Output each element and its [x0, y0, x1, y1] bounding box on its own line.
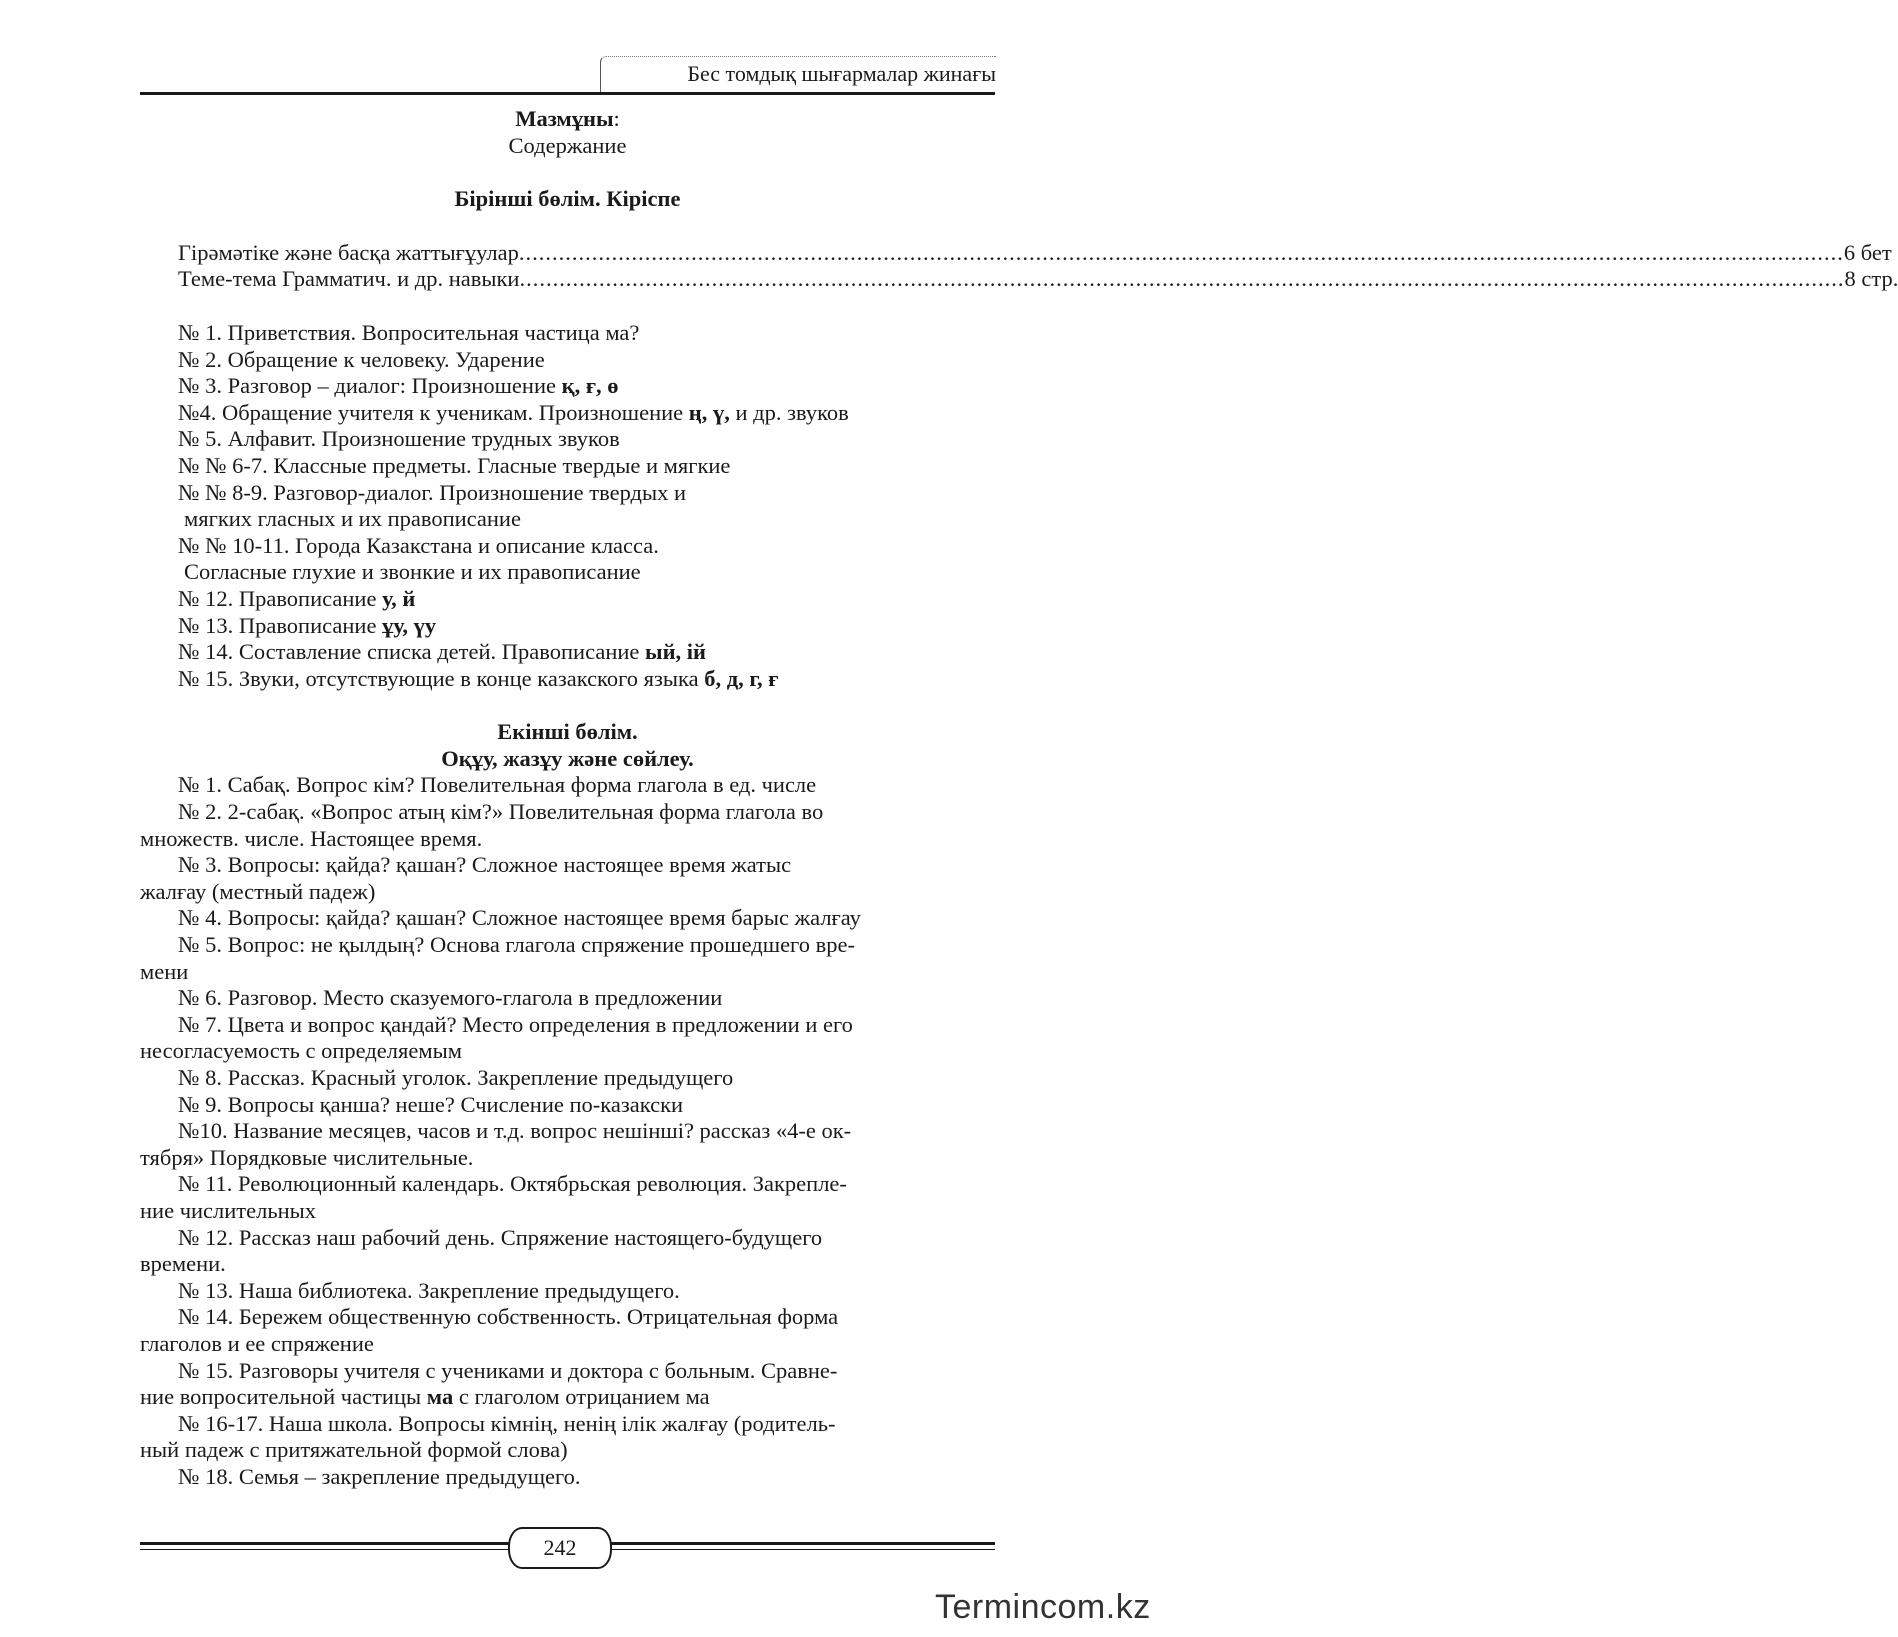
list-item — [140, 613, 995, 640]
list-item — [140, 1118, 995, 1145]
toc-entry — [140, 239, 1892, 267]
line-text: № 14. Бережем общественную собственность. Отрицательная форма — [178, 1304, 839, 1330]
line-text: № 5. Вопрос: не қылдың? Основа глагола спряжение прошедшего вре- — [178, 932, 855, 958]
line-text: № 8. Рассказ. Красный уголок. Закрепление предыдущего — [178, 1065, 734, 1090]
contents-title — [140, 106, 995, 133]
line-text: № 4. Вопросы: қайда? қашан? Сложное настоящее время барыс жалғау — [178, 905, 861, 931]
toc-entry — [140, 266, 1898, 293]
list-item — [140, 1225, 995, 1252]
line-text: № 14. Составление списка детей. Правописание — [178, 639, 646, 665]
list-item-continuation — [140, 1384, 995, 1411]
line-text: несогласуемость с определяемым — [140, 1038, 462, 1064]
list-item — [140, 1092, 995, 1119]
page-content — [140, 106, 1898, 1491]
list-item — [140, 506, 995, 533]
list-item — [140, 799, 995, 826]
toc-page: 6 бет — [1843, 239, 1892, 265]
list-item — [140, 639, 995, 666]
list-item-continuation — [140, 826, 995, 853]
list-item — [140, 320, 995, 347]
list-item-continuation — [140, 1145, 995, 1172]
line-text: мягких гласных и их правописание — [184, 506, 521, 532]
list-item-continuation — [140, 879, 995, 906]
title-text: Мазмұны — [515, 106, 614, 131]
line-text: множеств. числе. Настоящее время. — [140, 825, 483, 851]
line-text: тября» Порядковые числительные. — [140, 1144, 474, 1170]
list-item — [140, 453, 995, 480]
list-item — [140, 1411, 995, 1438]
line-text: мени — [140, 958, 189, 984]
page-number: 242 — [508, 1527, 612, 1569]
spacer — [140, 159, 995, 186]
part2-item-list — [140, 772, 995, 1490]
line-text: № № 8-9. Разговор-диалог. Произношение твердых и — [178, 479, 687, 505]
running-head-text: Бес томдық шығармалар жинағы — [687, 61, 996, 86]
line-text: глаголов и ее спряжение — [140, 1330, 374, 1356]
contents-subtitle: Содержание — [508, 132, 627, 158]
line-text: № 15. Звуки, отсутствующие в конце казакского языка — [178, 665, 705, 691]
line-text: № 7. Цвета и вопрос қандай? Место определения в предложении и его — [178, 1011, 853, 1037]
list-item — [140, 666, 995, 693]
list-item — [140, 1012, 995, 1039]
toc-dot-leader: ........................................................................................................................................................................................................ — [518, 239, 1844, 265]
line-bold-text: б, д, г, ғ — [704, 665, 779, 691]
header-rule — [140, 92, 995, 95]
list-item — [140, 1358, 995, 1385]
list-item-continuation — [140, 1251, 995, 1278]
line-text: № 9. Вопросы қанша? неше? Счисление по-казакски — [178, 1091, 684, 1117]
line-text: № 12. Рассказ наш рабочий день. Спряжение настоящего-будущего — [178, 1224, 823, 1250]
watermark-logo: Termincom.kz — [935, 1588, 1151, 1626]
line-text: №4. Обращение учителя к ученикам. Произношение — [178, 399, 689, 425]
list-item — [140, 852, 995, 879]
line-text: № 11. Революционный календарь. Октябрьская революция. Закрепле- — [178, 1171, 847, 1197]
line-text: № 2. 2-сабақ. «Вопрос атың кім?» Повелительная форма глагола во — [178, 799, 824, 825]
spacer — [140, 692, 995, 719]
list-item-continuation — [140, 1437, 995, 1464]
list-item — [140, 932, 995, 959]
running-head — [600, 56, 996, 93]
toc-dot-leader: ........................................................................................................................................................................................................ — [519, 266, 1845, 292]
spacer — [140, 293, 995, 320]
line-text: № 15. Разговоры учителя с учениками и доктора с больным. Сравне- — [178, 1357, 838, 1383]
list-item — [140, 985, 995, 1012]
list-item — [140, 347, 995, 374]
line-bold-text: у, й — [382, 585, 416, 611]
line-text: №10. Название месяцев, часов и т.д. вопрос нешінші? рассказ «4-е ок- — [178, 1118, 852, 1144]
list-item — [140, 1171, 995, 1198]
line-text: времени. — [140, 1251, 226, 1277]
list-item — [140, 905, 995, 932]
part1-heading: Бірінші бөлім. Кіріспе — [454, 186, 681, 212]
list-item — [140, 533, 995, 560]
line-text: № 13. Наша библиотека. Закрепление предыдущего. — [178, 1277, 680, 1303]
list-item — [140, 1278, 995, 1305]
line-text: № 1. Сабақ. Вопрос кім? Повелительная форма глагола в ед. числе — [178, 772, 817, 798]
list-item — [140, 1304, 995, 1331]
list-item — [140, 480, 995, 507]
list-item — [140, 400, 995, 427]
list-item — [140, 1065, 995, 1092]
part2-subheading: Оқұу, жазұу және сөйлеу. — [441, 745, 694, 771]
line-text: жалғау (местный падеж) — [140, 878, 376, 904]
line-text: № 6. Разговор. Место сказуемого-глагола в предложении — [178, 985, 723, 1011]
line-text: № 5. Алфавит. Произношение трудных звуков — [178, 426, 620, 452]
line-text: ние вопросительной частицы — [140, 1384, 427, 1410]
line-text: № 12. Правописание — [178, 585, 383, 611]
list-item — [140, 559, 995, 586]
line-text: № № 10-11. Города Казакстана и описание класса. — [178, 532, 659, 558]
line-bold-text: ма — [426, 1384, 454, 1410]
list-item-continuation — [140, 1198, 995, 1225]
line-text: № 1. Приветствия. Вопросительная частица ма? — [178, 319, 640, 345]
title-colon: : — [613, 106, 620, 131]
line-text: ный падеж с притяжательной формой слова) — [140, 1437, 568, 1463]
line-bold-text: ұу, үу — [382, 612, 437, 638]
line-text: № 16-17. Наша школа. Вопросы кімнің, ненің ілік жалғау (родитель- — [178, 1410, 836, 1436]
list-item-continuation — [140, 1038, 995, 1065]
line-text-tail: и др. звуков — [729, 399, 849, 425]
line-text: № 13. Правописание — [178, 612, 383, 638]
line-bold-text: ң, ү, — [688, 399, 730, 425]
toc-page: 8 стр. — [1844, 266, 1898, 292]
list-item-continuation — [140, 959, 995, 986]
line-text: ние числительных — [140, 1197, 317, 1223]
list-item — [140, 586, 995, 613]
line-text: Согласные глухие и звонкие и их правописание — [184, 559, 641, 585]
line-text: № 2. Обращение к человеку. Ударение — [178, 346, 545, 372]
list-item — [140, 772, 995, 799]
part1-item-list — [140, 320, 995, 692]
line-text-tail: с глаголом отрицанием ма — [453, 1384, 710, 1410]
line-bold-text: ый, ій — [645, 639, 707, 665]
line-bold-text: қ, ғ, ө — [561, 373, 619, 399]
list-item — [140, 426, 995, 453]
part2-heading: Екінші бөлім. — [497, 719, 638, 745]
line-text: № 3. Разговор – диалог: Произношение — [178, 373, 562, 399]
line-text: № 18. Семья – закрепление предыдущего. — [178, 1463, 581, 1489]
spacer — [140, 213, 995, 240]
list-item — [140, 373, 995, 400]
toc-label: Гірәмәтіке және басқа жаттығұулар — [178, 239, 519, 265]
list-item — [140, 1464, 995, 1491]
list-item-continuation — [140, 1331, 995, 1358]
toc-label: Теме-тема Грамматич. и др. навыки — [178, 266, 520, 292]
line-text: № 3. Вопросы: қайда? қашан? Сложное настоящее время жатыс — [178, 852, 792, 878]
toc-list — [140, 239, 1898, 293]
line-text: № № 6-7. Классные предметы. Гласные твердые и мягкие — [178, 452, 731, 478]
